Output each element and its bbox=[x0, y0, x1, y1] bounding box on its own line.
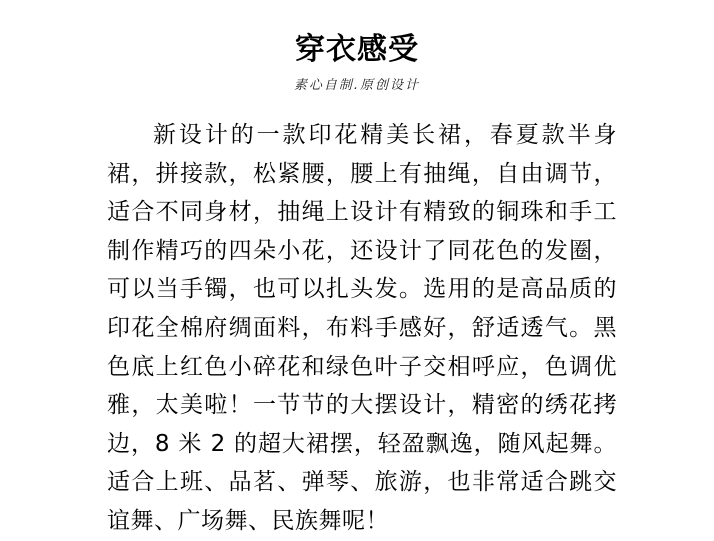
article-paragraph: 新设计的一款印花精美长裙，春夏款半身裙，拼接款，松紧腰，腰上有抽绳，自由调节，适合不同身材，抽绳上设计有精致的铜珠和手工制作精巧的四朵小花，还设计了同花色的发圈，可以当手镯，也可以扎头发。选用的是高品质的印花全棉府绸面料，布料手感好，舒适透气。黑色底上红色小碎花和绿色叶子交相呼应，色调优雅，太美啦！一节节的大摆设计，精密的绣花拷边，8 米 2 的超大裙摆，轻盈飘逸，随风起舞。适合上班、品茗、弹琴、旅游，也非常适合跳交谊舞、广场舞、民族舞呢！ bbox=[107, 122, 617, 534]
article-title: 穿衣感受 bbox=[295, 32, 419, 67]
article-subtitle: 素心自制.原创设计 bbox=[293, 78, 421, 93]
